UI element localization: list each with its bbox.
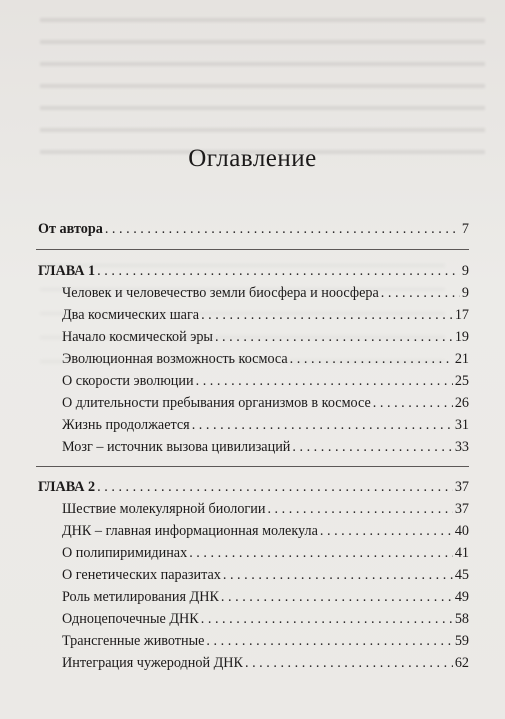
toc-entry-page: 62 [454, 655, 469, 671]
toc-entry [62, 393, 469, 413]
leader-dots [97, 477, 453, 497]
leader-dots [215, 327, 453, 347]
leader-dots [267, 499, 452, 519]
toc-entry-page: 33 [454, 439, 469, 455]
toc-entry-page: 49 [454, 589, 469, 605]
toc-entry-page: 21 [454, 351, 469, 367]
toc-entry-label: Интеграция чужеродной ДНК [62, 655, 243, 671]
leader-dots [192, 415, 453, 435]
toc-entry-page: 7 [461, 221, 469, 237]
toc-entry-label: Жизнь продолжается [62, 417, 190, 433]
toc-entry-page: 19 [454, 329, 469, 345]
toc-entry-label: Мозг – источник вызова цивилизаций [62, 439, 291, 455]
toc-entry [62, 543, 469, 563]
leader-dots [221, 587, 453, 607]
toc-entry-page: 26 [454, 395, 469, 411]
divider [36, 466, 469, 467]
toc-entry [62, 631, 469, 651]
toc-entry-label: Трансгенные животные [62, 633, 205, 649]
leader-dots [196, 371, 453, 391]
toc-entry-label: Человек и человечество земли биосфера и ноосфера [62, 285, 379, 301]
leader-dots [290, 349, 453, 369]
toc-entry [62, 437, 469, 457]
chapter-heading-2 [38, 477, 469, 497]
leader-dots [292, 437, 452, 457]
toc-entry [62, 587, 469, 607]
toc-entry-label: Эволюционная возможность космоса [62, 351, 288, 367]
leader-dots [201, 305, 453, 325]
toc-entry [62, 283, 469, 303]
leader-dots [320, 521, 453, 541]
leader-dots [206, 631, 452, 651]
toc-entry-label: Одноцепочечные ДНК [62, 611, 199, 627]
toc-entry-page: 59 [454, 633, 469, 649]
leader-dots [245, 653, 453, 673]
toc-entry [62, 349, 469, 369]
toc-entry-label: Шествие молекулярной биологии [62, 501, 266, 517]
leader-dots [223, 565, 453, 585]
toc-entry [62, 305, 469, 325]
toc-entry [62, 499, 469, 519]
leader-dots [373, 393, 453, 413]
toc-entry [62, 609, 469, 629]
chapter-heading-1 [38, 261, 469, 281]
toc-entry-page: 17 [454, 307, 469, 323]
toc-entry-page: 41 [454, 545, 469, 561]
toc-entry-page: 45 [454, 567, 469, 583]
toc-entry [62, 565, 469, 585]
chapter-label: ГЛАВА 1 [38, 263, 96, 279]
toc-entry [62, 521, 469, 541]
page-title: Оглавление [188, 145, 317, 172]
toc-entry-label: От автора [38, 221, 103, 237]
leader-dots [189, 543, 453, 563]
leader-dots [201, 609, 453, 629]
chapter-page: 9 [461, 263, 469, 279]
chapter-label: ГЛАВА 2 [38, 479, 96, 495]
toc-entry-label: Начало космической эры [62, 329, 213, 345]
toc-entry [62, 371, 469, 391]
chapter-page: 37 [454, 479, 469, 495]
toc-entry [62, 327, 469, 347]
toc-entry-page: 9 [461, 285, 469, 301]
toc-entry [62, 653, 469, 673]
toc-entry-label: ДНК – главная информационная молекула [62, 523, 318, 539]
toc-entry-label: О скорости эволюции [62, 373, 194, 389]
toc-entry-page: 31 [454, 417, 469, 433]
toc-entry-label: Два космических шага [62, 307, 200, 323]
toc-entry-page: 37 [454, 501, 469, 517]
leader-dots [381, 283, 460, 303]
toc-entry-label: О полипиримидинах [62, 545, 188, 561]
toc-entry-author [38, 219, 469, 239]
toc-entry-page: 40 [454, 523, 469, 539]
toc-entry-label: Роль метилирования ДНК [62, 589, 219, 605]
divider [36, 249, 469, 250]
toc-entry-label: О генетических паразитах [62, 567, 221, 583]
toc-entry-page: 58 [454, 611, 469, 627]
leader-dots [97, 261, 460, 281]
leader-dots [105, 219, 460, 239]
toc-entry [62, 415, 469, 435]
toc-entry-page: 25 [454, 373, 469, 389]
toc-entry-label: О длительности пребывания организмов в космосе [62, 395, 371, 411]
